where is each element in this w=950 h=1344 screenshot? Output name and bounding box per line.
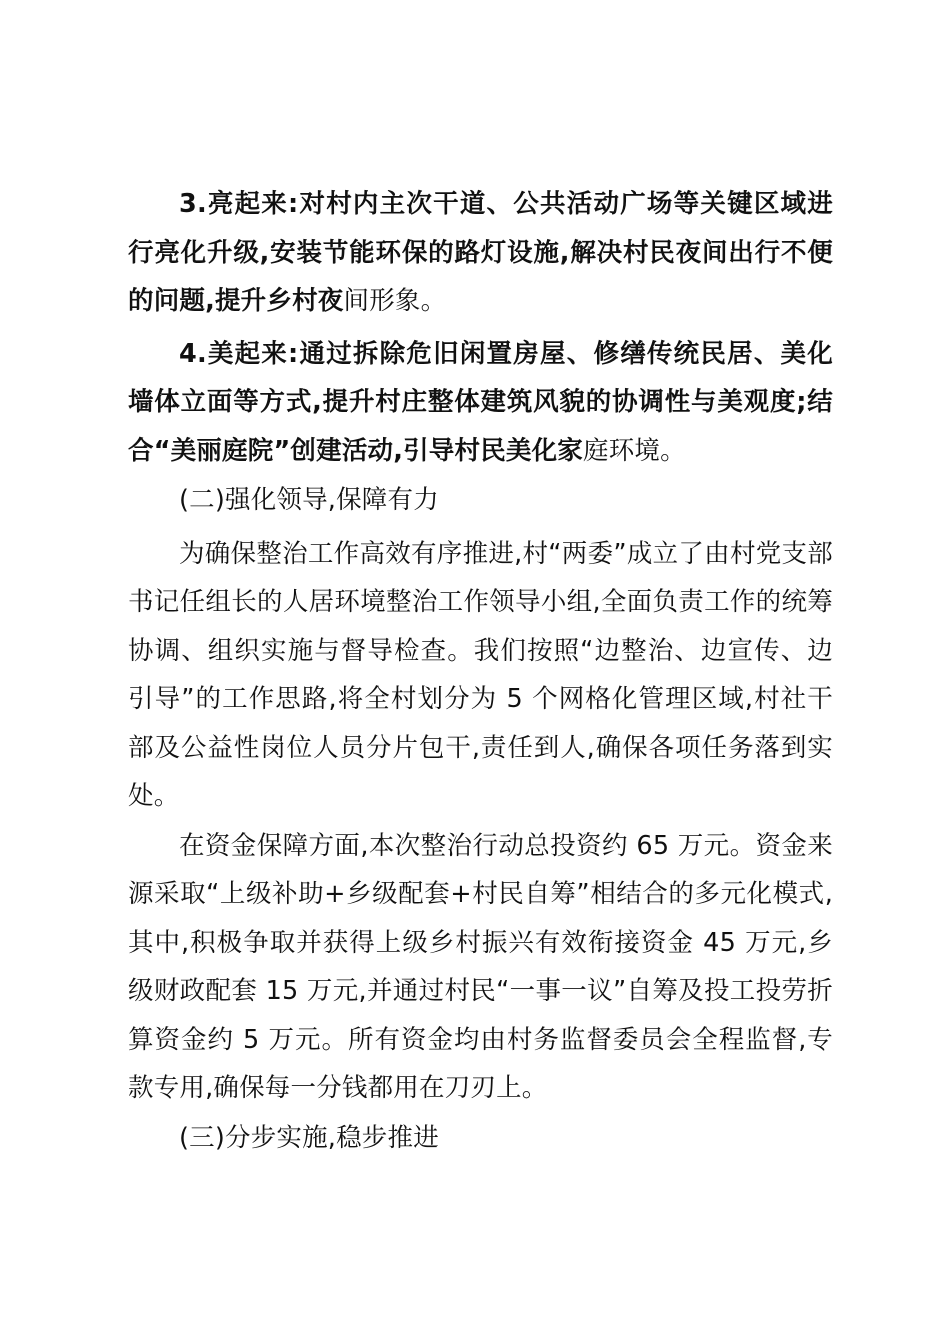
- section-heading-2: (二)强化领导,保障有力: [179, 485, 439, 515]
- item-3-bold-text: 3.亮起来:对村内主次干道、公共活动广场等关键区域进行亮化升级,安装节能环保的路灯设施,解决村民夜间出行不便的问题,提升乡村夜: [128, 189, 833, 316]
- item-3-normal-text: 间形象。: [343, 286, 447, 316]
- item-3-lighting-paragraph: [128, 180, 833, 326]
- document-page: [128, 180, 833, 1162]
- item-4-normal-text: 庭环境。: [583, 435, 686, 466]
- funding-paragraph: 在资金保障方面,本次整治行动总投资约 65 万元。资金来源采取“上级补助+乡级配套+村民自筹”相结合的多元化模式,其中,积极争取并获得上级乡村振兴有效衔接资金 45 万元,乡级财政配套 15 万元,并通过村民“一事一议”自筹及投工投劳折算资金约 5 万元。所有资金均由村务监督委员会全程监督,专款专用,确保每一分钱都用在刀刃上。: [128, 830, 833, 1103]
- item-4-bold-text: 4.美起来:通过拆除危旧闲置房屋、修缮传统民居、美化墙体立面等方式,提升村庄整体建筑风貌的协调性与美观度;结合“美丽庭院”创建活动,引导村民美化家: [128, 338, 833, 466]
- section-heading-3: (三)分步实施,稳步推进: [179, 1122, 439, 1153]
- item-4-beautify-paragraph: [128, 330, 833, 476]
- organization-paragraph: 为确保整治工作高效有序推进,村“两委”成立了由村党支部书记任组长的人居环境整治工作领导小组,全面负责工作的统筹协调、组织实施与督导检查。我们按照“边整治、边宣传、边引导”的工作思路,将全村划分为 5 个网格化管理区域,村社干部及公益性岗位人员分片包干,责任到人,确保各项任务落到实处。: [128, 538, 833, 811]
